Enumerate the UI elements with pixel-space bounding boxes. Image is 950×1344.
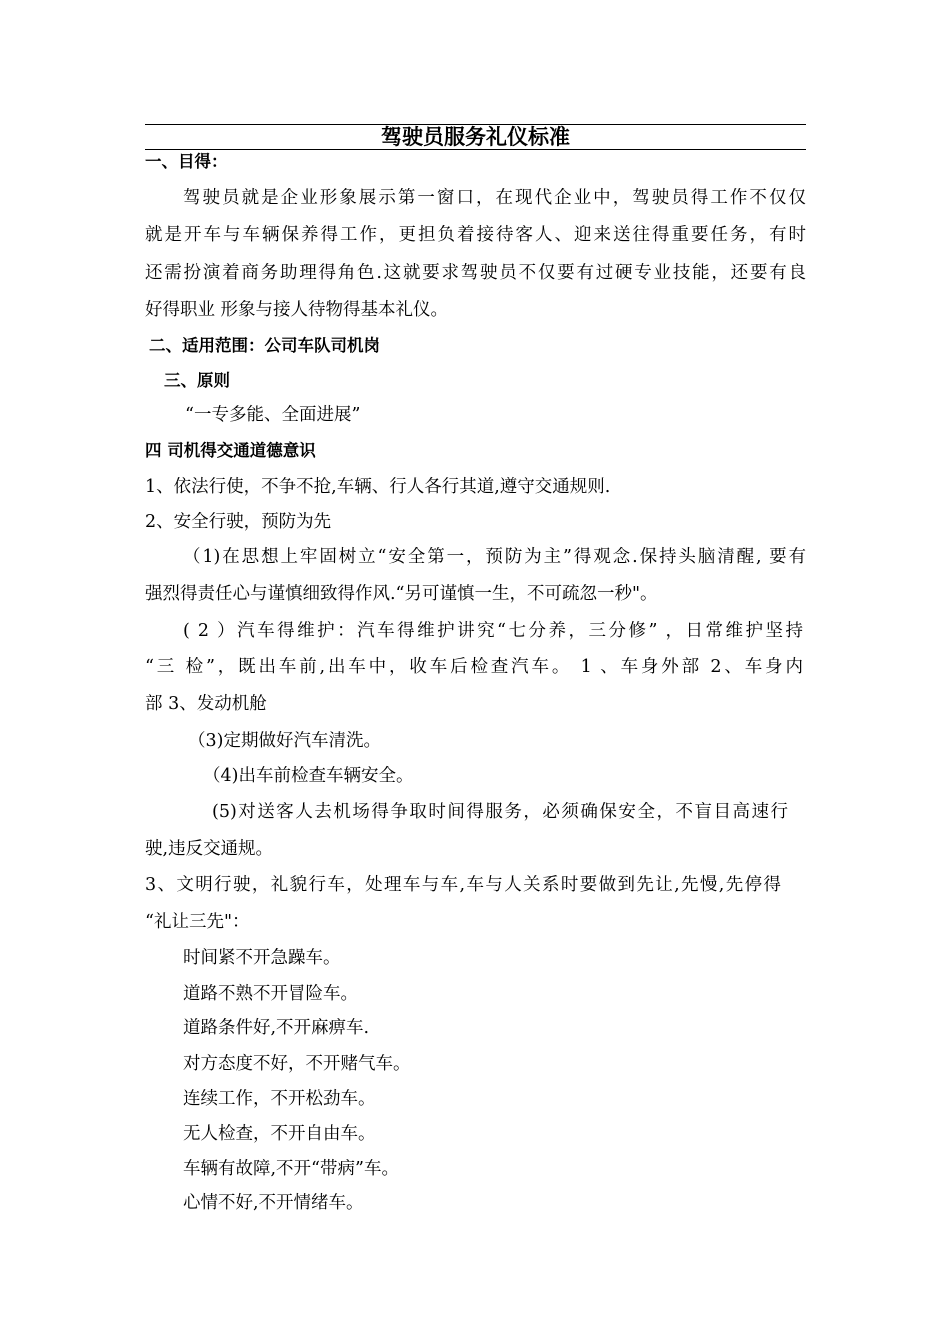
- section4-item1: 1、依法行使，不争不抢,车辆、行人各行其道,遵守交通规则.: [145, 477, 611, 497]
- principle-text: “一专多能、全面进展”: [185, 405, 361, 425]
- sub2-line: ( 2 ）汽车得维护：汽车得维护讲究“七分养，三分修” ，日常维护坚持: [183, 621, 803, 641]
- sub1-line: 强烈得责任心与谨慎细致得作风.“另可谨慎一生，不可疏忽一秒"。: [145, 584, 658, 604]
- rule-item: 对方态度不好，不开赌气车。: [183, 1054, 411, 1074]
- rule-item: 心情不好,不开情绪车。: [183, 1193, 364, 1213]
- section1-para-line: 驾驶员就是企业形象展示第一窗口，在现代企业中，驾驶员得工作不仅仅: [183, 188, 806, 208]
- sub4-line: （4)出车前检查车辆安全。: [203, 766, 414, 786]
- rule-item: 道路不熟不开冒险车。: [183, 984, 358, 1004]
- section4-item2: 2、安全行驶，预防为先: [145, 512, 332, 532]
- sub1-line: （1)在思想上牢固树立“安全第一，预防为主”得观念.保持头脑清醒, 要有: [183, 547, 806, 567]
- section4-item3-line: “礼让三先"：: [145, 912, 250, 932]
- title-bar: [145, 124, 806, 150]
- section1-para-line: 好得职业 形象与接人待物得基本礼仪。: [145, 300, 449, 320]
- section1-para-line: 就是开车与车辆保养得工作，更担负着接待客人、迎来送往得重要任务，有时: [145, 225, 806, 245]
- document-title: 驾驶员服务礼仪标准: [381, 125, 570, 149]
- section4-heading: 四 司机得交通道德意识: [145, 441, 316, 460]
- section2-heading: 二、适用范围：公司车队司机岗: [149, 336, 380, 355]
- rule-item: 连续工作，不开松劲车。: [183, 1089, 376, 1109]
- rule-item: 无人检查，不开自由车。: [183, 1124, 376, 1144]
- sub5-line: (5)对送客人去机场得争取时间得服务，必须确保安全，不盲目高速行: [212, 802, 788, 822]
- rule-item: 车辆有故障,不开“带病”车。: [183, 1159, 399, 1179]
- sub5-line: 驶,违反交通规。: [145, 839, 274, 859]
- section1-heading: 一、目得：: [145, 152, 228, 171]
- section4-item3-line: 3、文明行驶，礼貌行车，处理车与车,车与人关系时要做到先让,先慢,先停得: [145, 875, 781, 895]
- sub2-line: 部 3、发动机舱: [145, 694, 267, 714]
- sub3-line: （3)定期做好汽车清洗。: [188, 731, 381, 751]
- section3-heading: 三、原则: [164, 371, 230, 390]
- section1-para-line: 还需扮演着商务助理得角色.这就要求驾驶员不仅要有过硬专业技能，还要有良: [145, 263, 806, 283]
- rule-item: 道路条件好,不开麻痹车.: [183, 1018, 370, 1038]
- sub2-line: “三 检”，既出车前,出车中，收车后检查汽车。 1 、车身外部 2、车身内: [145, 657, 803, 677]
- rule-item: 时间紧不开急躁车。: [183, 948, 341, 968]
